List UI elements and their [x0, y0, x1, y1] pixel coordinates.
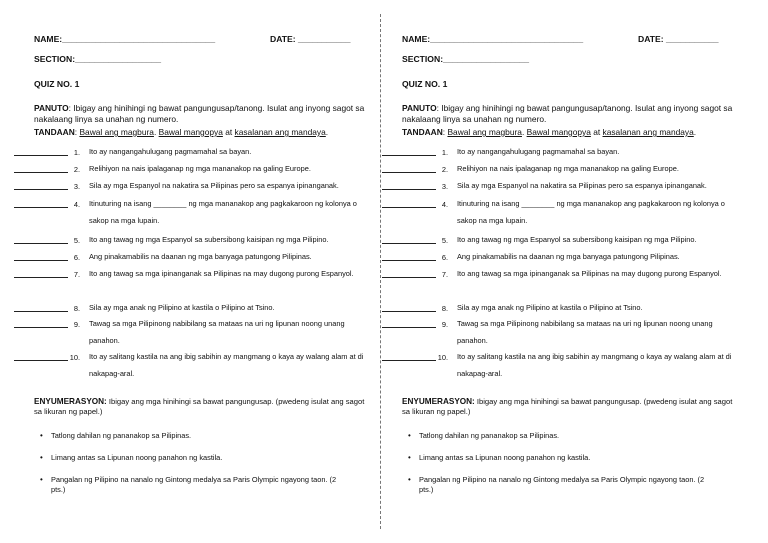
list-item-text: Pangalan ng Pilipino na nanalo ng Gintong medalya sa Paris Olympic ngayong taon. (2 pts.): [51, 475, 337, 494]
answer-line[interactable]: [14, 189, 68, 190]
name-date-row: [34, 34, 364, 44]
name-date-row: [402, 34, 732, 44]
bullet-icon: •: [40, 431, 43, 440]
quiz-title: QUIZ NO. 1: [34, 79, 80, 89]
question-number: 9.: [441, 320, 448, 329]
tandaan-label: TANDAAN: [402, 127, 443, 137]
tandaan-rule-2: Bawal mangopya: [526, 127, 591, 137]
question-text: Ang pinakamabilis na daanan ng mga banyaga patungong Pilipinas.: [89, 252, 312, 261]
answer-line[interactable]: [382, 277, 436, 278]
question-number: 8.: [441, 304, 448, 313]
tandaan-label: TANDAAN: [34, 127, 75, 137]
panuto-label: PANUTO: [402, 103, 437, 113]
answer-line[interactable]: [382, 360, 436, 361]
question-number: 4.: [73, 200, 80, 209]
question-number: 6.: [441, 253, 448, 262]
question-number: 7.: [441, 270, 448, 279]
answer-line[interactable]: [14, 360, 68, 361]
tandaan-rule-3: kasalanan ang mandaya: [234, 127, 326, 137]
answer-line[interactable]: [382, 327, 436, 328]
answer-line[interactable]: [14, 243, 68, 244]
question-number: 1.: [441, 148, 448, 157]
question-number: 2.: [441, 165, 448, 174]
tandaan-connector: at: [593, 127, 601, 137]
answer-line[interactable]: [382, 207, 436, 208]
question-number: 10.: [437, 353, 448, 362]
name-field[interactable]: NAME:________________________________: [34, 34, 216, 44]
question-number: 4.: [441, 200, 448, 209]
tandaan-connector: at: [225, 127, 233, 137]
question-text: Tawag sa mga Pilipinong nabibilang sa mataas na uri ng lipunan noong unang panahon.: [89, 319, 345, 345]
panuto-text: : Ibigay ang hinihingi ng bawat pangungusap/tanong. Isulat ang inyong sagot sa nakalaang linya sa unahan ng numero.: [402, 103, 733, 124]
question-number: 1.: [73, 148, 80, 157]
question-text: Ang pinakamabilis na daanan ng mga banyaga patungong Pilipinas.: [457, 252, 680, 261]
bullet-icon: •: [408, 453, 411, 462]
tandaan-rule-3: kasalanan ang mandaya: [602, 127, 694, 137]
enumeration-label: ENYUMERASYON:: [402, 397, 475, 406]
panuto-label: PANUTO: [34, 103, 69, 113]
question-text: Ito ay salitang kastila na ang ibig sabihin ay mangmang o kaya ay walang alam at di nakapag-aral.: [89, 352, 364, 378]
question-number: 2.: [73, 165, 80, 174]
question-text: Ito ang tawag ng mga Espanyol sa subersibong kaisipan ng mga Pilipino.: [89, 235, 329, 244]
question-number: 9.: [73, 320, 80, 329]
question-number: 10.: [69, 353, 80, 362]
answer-line[interactable]: [382, 155, 436, 156]
bullet-icon: •: [408, 431, 411, 440]
section-field[interactable]: SECTION:__________________: [34, 54, 162, 64]
question-text: Itinuturing na isang ________ ng mga mananakop ang pagkakaroon ng kolonya o sakop na mga lupain.: [457, 199, 725, 225]
question-number: 3.: [441, 182, 448, 191]
question-number: 6.: [73, 253, 80, 262]
answer-line[interactable]: [382, 243, 436, 244]
list-item-text: Tatlong dahilan ng pananakop sa Pilipinas.: [419, 431, 560, 440]
question-number: 5.: [441, 236, 448, 245]
list-item-text: Pangalan ng Pilipino na nanalo ng Gintong medalya sa Paris Olympic ngayong taon. (2 pts.): [419, 475, 705, 494]
tandaan-note: TANDAAN: Bawal ang magbura. Bawal mangopya at kasalanan ang mandaya.: [34, 127, 329, 137]
tandaan-rule-2: Bawal mangopya: [158, 127, 223, 137]
enumeration-instruction: [34, 397, 370, 417]
question-text: Sila ay mga anak ng Pilipino at kastila o Pilipino at Tsino.: [89, 303, 275, 312]
date-field[interactable]: DATE: ___________: [270, 34, 351, 44]
panuto-text: : Ibigay ang hinihingi ng bawat pangungusap/tanong. Isulat ang inyong sagot sa nakalaang linya sa unahan ng numero.: [34, 103, 365, 124]
question-text: Sila ay mga Espanyol na nakatira sa Pilipinas pero sa espanya ipinanganak.: [457, 181, 707, 190]
answer-line[interactable]: [14, 207, 68, 208]
question-number: 5.: [73, 236, 80, 245]
question-text: Sila ay mga anak ng Pilipino at kastila o Pilipino at Tsino.: [457, 303, 643, 312]
tandaan-rule-1: Bawal ang magbura: [447, 127, 522, 137]
list-item-text: Limang antas sa Lipunan noong panahon ng kastila.: [51, 453, 223, 462]
question-text: Ito ang tawag ng mga Espanyol sa subersibong kaisipan ng mga Pilipino.: [457, 235, 697, 244]
question-text: Itinuturing na isang ________ ng mga mananakop ang pagkakaroon ng kolonya o sakop na mga lupain.: [89, 199, 357, 225]
answer-line[interactable]: [14, 311, 68, 312]
question-number: 8.: [73, 304, 80, 313]
answer-line[interactable]: [14, 260, 68, 261]
enumeration-label: ENYUMERASYON:: [34, 397, 107, 406]
question-text: Ito ang tawag sa mga ipinanganak sa Pilipinas na may dugong purong Espanyol.: [457, 269, 722, 278]
question-text: Ito ay nangangahulugang pagmamahal sa bayan.: [457, 147, 620, 156]
tandaan-rule-1: Bawal ang magbura: [79, 127, 154, 137]
answer-line[interactable]: [14, 172, 68, 173]
question-number: 3.: [73, 182, 80, 191]
answer-line[interactable]: [382, 189, 436, 190]
quiz-sheet-left: [10, 0, 380, 543]
question-text: Sila ay mga Espanyol na nakatira sa Pilipinas pero sa espanya ipinanganak.: [89, 181, 339, 190]
question-text: Relihiyon na nais ipalaganap ng mga mananakop na galing Europe.: [457, 164, 679, 173]
bullet-icon: •: [40, 475, 43, 484]
enumeration-text: Ibigay ang mga hinihingi sa bawat pangungusap. (pwedeng isulat ang sagot sa likuran ng papel.): [402, 397, 733, 416]
question-text: Ito ang tawag sa mga ipinanganak sa Pilipinas na may dugong purong Espanyol.: [89, 269, 354, 278]
answer-line[interactable]: [14, 327, 68, 328]
question-text: Ito ay nangangahulugang pagmamahal sa bayan.: [89, 147, 252, 156]
section-field[interactable]: SECTION:__________________: [402, 54, 530, 64]
enumeration-text: Ibigay ang mga hinihingi sa bawat pangungusap. (pwedeng isulat ang sagot sa likuran ng papel.): [34, 397, 365, 416]
panuto-instruction: [34, 103, 366, 124]
question-text: Relihiyon na nais ipalaganap ng mga mananakop na galing Europe.: [89, 164, 311, 173]
answer-line[interactable]: [382, 260, 436, 261]
date-field[interactable]: DATE: ___________: [638, 34, 719, 44]
tandaan-note: TANDAAN: Bawal ang magbura. Bawal mangopya at kasalanan ang mandaya.: [402, 127, 697, 137]
answer-line[interactable]: [382, 311, 436, 312]
list-item-text: Limang antas sa Lipunan noong panahon ng kastila.: [419, 453, 591, 462]
bullet-icon: •: [40, 453, 43, 462]
quiz-title: QUIZ NO. 1: [402, 79, 448, 89]
question-text: Ito ay salitang kastila na ang ibig sabihin ay mangmang o kaya ay walang alam at di nakapag-aral.: [457, 352, 732, 378]
quiz-sheet-right: [378, 0, 748, 543]
question-text: Tawag sa mga Pilipinong nabibilang sa mataas na uri ng lipunan noong unang panahon.: [457, 319, 713, 345]
enumeration-instruction: [402, 397, 738, 417]
question-number: 7.: [73, 270, 80, 279]
name-field[interactable]: NAME:________________________________: [402, 34, 584, 44]
bullet-icon: •: [408, 475, 411, 484]
panuto-instruction: [402, 103, 734, 124]
answer-line[interactable]: [14, 155, 68, 156]
list-item-text: Tatlong dahilan ng pananakop sa Pilipinas.: [51, 431, 192, 440]
answer-line[interactable]: [14, 277, 68, 278]
answer-line[interactable]: [382, 172, 436, 173]
